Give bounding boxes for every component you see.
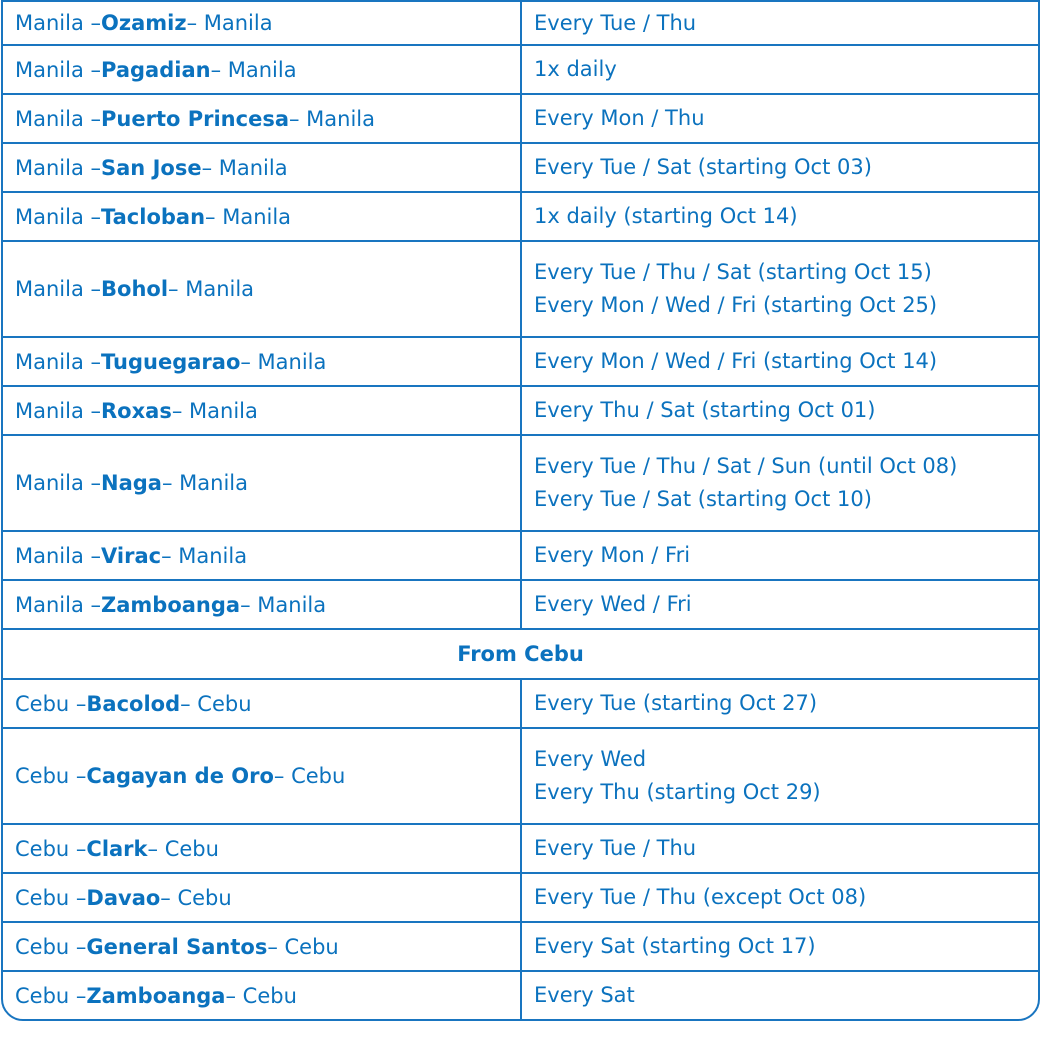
- frequency-line: Every Tue / Thu: [534, 10, 697, 35]
- route-return: – Manila: [240, 592, 327, 617]
- route-destination: Puerto Princesa: [101, 106, 289, 131]
- route-origin: Cebu –: [15, 885, 87, 910]
- route-return: – Manila: [161, 543, 248, 568]
- route-cell: [3, 581, 522, 628]
- frequency-line: 1x daily: [534, 57, 617, 81]
- route-origin: Cebu –: [15, 691, 87, 716]
- frequency-line: Every Sat: [534, 983, 635, 1007]
- route-origin: Manila –: [15, 204, 102, 229]
- route-origin: Manila –: [15, 277, 102, 301]
- route-destination: Tuguegarao: [101, 349, 241, 374]
- route-return: – Manila: [186, 11, 273, 35]
- route-return: – Manila: [168, 277, 255, 301]
- route-cell: [3, 387, 522, 434]
- route-destination: Bacolod: [86, 691, 181, 716]
- table-row: [3, 678, 1038, 727]
- table-row: [3, 872, 1038, 921]
- frequency-cell: [522, 144, 1038, 191]
- route-return: – Manila: [171, 398, 258, 423]
- route-origin: Manila –: [15, 543, 102, 568]
- route-cell: [3, 193, 522, 240]
- route-destination: Zamboanga: [101, 592, 241, 617]
- route-cell: [3, 680, 522, 727]
- table-row: [3, 385, 1038, 434]
- frequency-cell: [522, 874, 1038, 921]
- route-return: – Cebu: [225, 983, 297, 1008]
- table-row: [3, 921, 1038, 970]
- route-cell: [3, 144, 522, 191]
- frequency-line: Every Wed: [534, 747, 647, 771]
- frequency-line: Every Tue / Thu / Sat / Sun (until Oct 08): [534, 454, 958, 478]
- route-destination: Davao: [86, 885, 161, 910]
- frequency-line: Every Mon / Fri: [534, 543, 691, 567]
- frequency-cell: [522, 923, 1038, 970]
- route-origin: Cebu –: [15, 983, 87, 1008]
- route-origin: Manila –: [15, 155, 102, 180]
- route-origin: Manila –: [15, 471, 102, 495]
- route-return: – Cebu: [160, 885, 232, 910]
- table-row: [3, 579, 1038, 628]
- frequency-cell: [522, 95, 1038, 142]
- frequency-cell: [522, 338, 1038, 385]
- frequency-line: Every Tue / Sat (starting Oct 10): [534, 487, 872, 511]
- route-return: – Manila: [201, 155, 288, 180]
- frequency-cell: [522, 2, 1038, 44]
- route-return: – Manila: [210, 57, 297, 82]
- route-destination: Virac: [101, 543, 162, 568]
- table-row: [3, 44, 1038, 93]
- frequency-line: Every Wed / Fri: [534, 592, 692, 616]
- frequency-line: Every Tue / Thu / Sat (starting Oct 15): [534, 260, 932, 284]
- frequency-cell: [522, 436, 1038, 530]
- table-row: [3, 970, 1038, 1019]
- frequency-cell: [522, 242, 1038, 336]
- frequency-cell: [522, 193, 1038, 240]
- frequency-line: Every Thu (starting Oct 29): [534, 780, 821, 804]
- frequency-line: Every Thu / Sat (starting Oct 01): [534, 398, 876, 422]
- route-origin: Manila –: [15, 57, 102, 82]
- route-cell: [3, 46, 522, 93]
- route-destination: Pagadian: [101, 57, 211, 82]
- route-destination: Clark: [86, 836, 148, 861]
- frequency-line: Every Mon / Wed / Fri (starting Oct 14): [534, 349, 938, 373]
- table-row: [3, 142, 1038, 191]
- table-row: [3, 93, 1038, 142]
- frequency-cell: [522, 46, 1038, 93]
- route-cell: [3, 729, 522, 823]
- route-origin: Cebu –: [15, 836, 87, 861]
- route-destination: Tacloban: [101, 204, 206, 229]
- table-row: [3, 240, 1038, 336]
- route-destination: Zamboanga: [86, 983, 226, 1008]
- route-origin: Manila –: [15, 592, 102, 617]
- route-return: – Manila: [205, 204, 292, 229]
- route-cell: [3, 2, 522, 44]
- route-cell: [3, 972, 522, 1019]
- route-cell: [3, 825, 522, 872]
- table-row: [3, 727, 1038, 823]
- frequency-line: Every Tue / Thu (except Oct 08): [534, 885, 867, 909]
- route-cell: [3, 95, 522, 142]
- route-origin: Manila –: [15, 106, 102, 131]
- frequency-cell: [522, 387, 1038, 434]
- frequency-line: Every Mon / Wed / Fri (starting Oct 25): [534, 293, 938, 317]
- route-origin: Cebu –: [15, 764, 87, 788]
- route-cell: [3, 532, 522, 579]
- frequency-cell: [522, 532, 1038, 579]
- route-cell: [3, 874, 522, 921]
- table-row: [3, 434, 1038, 530]
- route-cell: [3, 923, 522, 970]
- route-destination: Roxas: [101, 398, 172, 423]
- route-return: – Manila: [289, 106, 376, 131]
- route-return: – Cebu: [180, 691, 252, 716]
- frequency-cell: [522, 972, 1038, 1019]
- route-cell: [3, 242, 522, 336]
- section-header-label: From Cebu: [457, 642, 584, 666]
- route-return: – Cebu: [267, 934, 339, 959]
- frequency-line: Every Tue / Sat (starting Oct 03): [534, 155, 872, 179]
- route-origin: Cebu –: [15, 934, 87, 959]
- route-destination: Ozamiz: [101, 11, 187, 35]
- route-return: – Cebu: [147, 836, 219, 861]
- route-return: – Cebu: [273, 764, 346, 788]
- route-origin: Manila –: [15, 11, 102, 35]
- table-row: [3, 530, 1038, 579]
- table-row: [3, 823, 1038, 872]
- route-origin: Manila –: [15, 398, 102, 423]
- table-row: [3, 336, 1038, 385]
- route-destination: Naga: [101, 471, 162, 495]
- section-header-row: [3, 628, 1038, 678]
- route-destination: General Santos: [86, 934, 268, 959]
- route-cell: [3, 436, 522, 530]
- frequency-line: Every Tue / Thu: [534, 836, 697, 860]
- frequency-cell: [522, 729, 1038, 823]
- frequency-cell: [522, 680, 1038, 727]
- route-cell: [3, 338, 522, 385]
- frequency-line: Every Mon / Thu: [534, 106, 705, 130]
- table-row: [3, 2, 1038, 44]
- route-destination: San Jose: [101, 155, 202, 180]
- route-return: – Manila: [161, 471, 248, 495]
- frequency-line: 1x daily (starting Oct 14): [534, 204, 798, 228]
- frequency-cell: [522, 581, 1038, 628]
- frequency-line: Every Tue (starting Oct 27): [534, 691, 818, 715]
- table-row: [3, 191, 1038, 240]
- route-origin: Manila –: [15, 349, 102, 374]
- frequency-line: Every Sat (starting Oct 17): [534, 934, 816, 958]
- route-destination: Cagayan de Oro: [86, 764, 274, 788]
- route-destination: Bohol: [101, 277, 169, 301]
- frequency-cell: [522, 825, 1038, 872]
- flight-schedule-table: [1, 0, 1040, 1021]
- route-return: – Manila: [240, 349, 327, 374]
